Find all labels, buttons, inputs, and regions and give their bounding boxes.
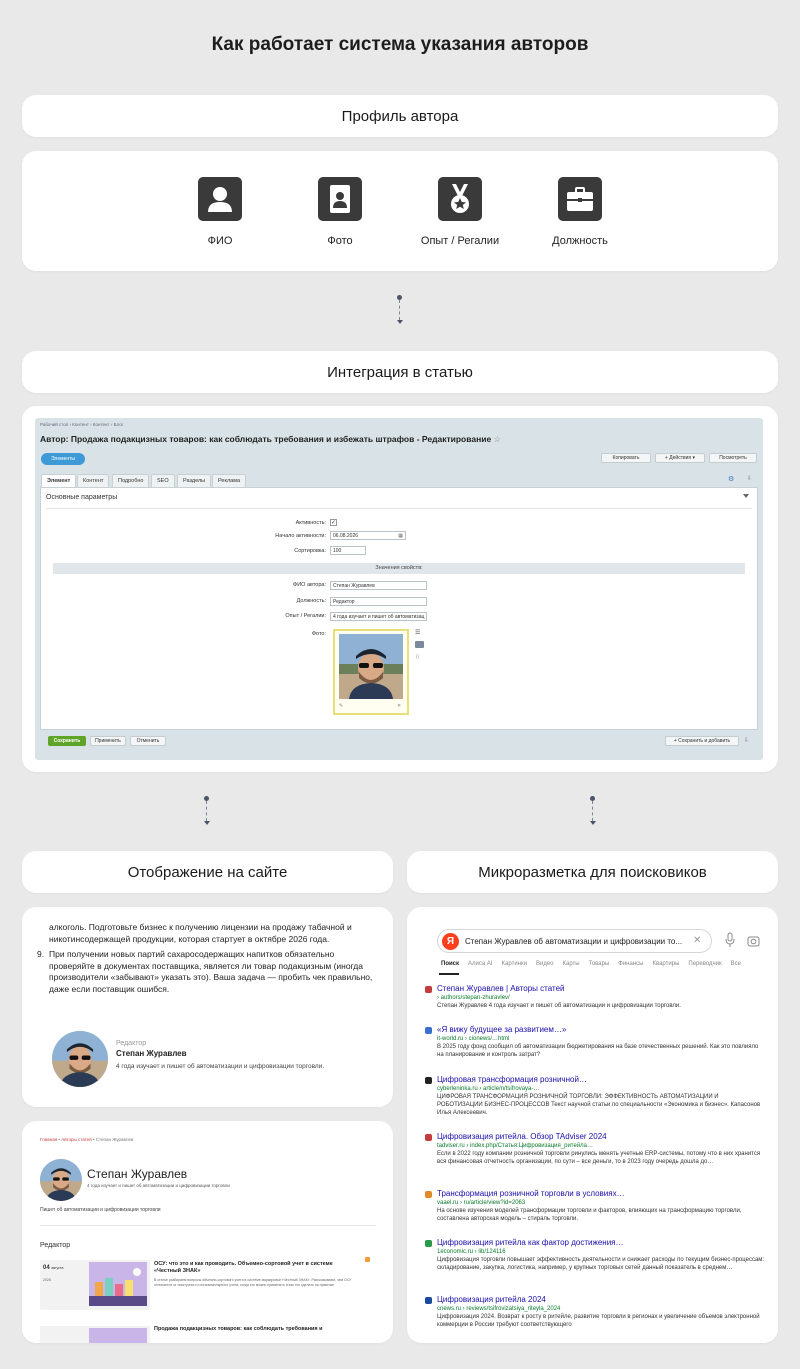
position-label: Должность:: [296, 598, 326, 604]
role-heading: Редактор: [40, 1242, 71, 1249]
cancel-button[interactable]: Отменить: [130, 736, 166, 746]
site-favicon-icon: [425, 1297, 432, 1304]
result-url[interactable]: it-world.ru › cionews/…html: [437, 1036, 510, 1042]
tab-details[interactable]: Подробно: [112, 474, 149, 487]
search-result: [437, 1295, 765, 1329]
article-year: 2026: [43, 1278, 51, 1282]
photo-icon: [318, 177, 362, 221]
avatar: [40, 1159, 82, 1201]
connector-line: [399, 300, 400, 320]
actions-button[interactable]: + Действия ▾: [655, 453, 705, 463]
tab-maps[interactable]: Карты: [562, 961, 580, 967]
site-article-card: [22, 907, 393, 1107]
admin-breadcrumb: Рабочий стол › Контент › Контент › Блог: [40, 422, 124, 427]
breadcrumb-item[interactable]: Рабочий стол: [40, 422, 69, 427]
breadcrumb-item: Степан Журавлев: [95, 1137, 134, 1142]
search-query: Степан Журавлев об автоматизации и цифровизации то...: [465, 937, 683, 946]
result-url[interactable]: vaael.ru › ru/article/view?id=2063: [437, 1200, 526, 1206]
site-favicon-icon: [425, 1191, 432, 1198]
medal-icon: [438, 177, 482, 221]
article-date: 04 августа: [43, 1265, 64, 1271]
experience-input[interactable]: 4 года изучает и пишет об автоматизац: [330, 612, 427, 621]
start-date-input[interactable]: [330, 531, 406, 540]
site-header: [22, 851, 393, 893]
yandex-logo-icon: Я: [442, 933, 459, 950]
breadcrumb-item[interactable]: Контент: [72, 422, 89, 427]
list-number: 9.: [37, 949, 45, 959]
breadcrumb-item[interactable]: Контент: [92, 422, 110, 427]
clear-icon[interactable]: ✕: [693, 935, 702, 946]
photo-label: Фото:: [311, 631, 326, 637]
result-snippet: Степан Журавлев 4 года изучает и пишет об автоматизации и цифровизации торговли.: [437, 1003, 681, 1009]
tab-search[interactable]: Поиск: [441, 961, 460, 967]
site-favicon-icon: [425, 986, 432, 993]
save-button[interactable]: Сохранить: [48, 736, 86, 746]
result-snippet: Цифровизация 2024. Возврат к росту в ритейле, развитие торговли в регионах и увеличение объемов электронной коммерции в России требуют соответствующего: [437, 1314, 760, 1328]
search-result: [437, 1025, 765, 1059]
collapse-icon[interactable]: [743, 494, 749, 498]
apply-button[interactable]: Применить: [90, 736, 126, 746]
tab-translate[interactable]: Переводчик: [688, 961, 722, 967]
divider: [46, 508, 752, 509]
result-snippet: На основе изучения моделей трансформации торговли и факторов, влияющих на трансформацию торговли, составлена авторская модель – стираль торговли.: [437, 1208, 742, 1222]
view-button[interactable]: Посмотреть: [709, 453, 757, 463]
author-role: Редактор: [116, 1040, 147, 1047]
file-icon[interactable]: ▯: [416, 654, 419, 660]
result-title[interactable]: Цифровизация ритейла как фактор достижения…: [437, 1238, 624, 1247]
photo-upload[interactable]: [333, 629, 409, 715]
tab-seo[interactable]: SEO: [151, 474, 175, 487]
start-date-value: 06.08.2026: [333, 533, 359, 539]
tab-ads[interactable]: Реклама: [212, 474, 246, 487]
rss-icon[interactable]: [365, 1257, 370, 1262]
serp-header-label: Микроразметка для поисковиков: [478, 863, 707, 881]
admin-heading: [40, 434, 501, 445]
tab-flats[interactable]: Квартиры: [652, 961, 680, 967]
profile-header: [22, 95, 778, 137]
save-add-button[interactable]: + Сохранить и добавить: [665, 736, 739, 746]
active-label: Активность:: [295, 520, 326, 526]
image-icon[interactable]: [415, 641, 424, 648]
site-header-label: Отображение на сайте: [127, 863, 288, 881]
edit-icon[interactable]: ✎: [339, 703, 344, 709]
copy-button[interactable]: [601, 453, 651, 463]
profile-header-label: Профиль автора: [341, 107, 459, 125]
article-excerpt: В статье разбираем вопросы объемно-сортового учета в системе маркировки «Честный ЗНАК». Рассказываем, чем ОСУ отличается от поштучного и поэкземплярного учета, когда его можно применять и как это сделать на практике: [154, 1278, 352, 1287]
sort-input[interactable]: 100: [330, 546, 366, 555]
result-title[interactable]: Цифровизация ритейла 2024: [437, 1295, 546, 1304]
gear-icon[interactable]: ⚙: [728, 476, 735, 483]
search-result: [437, 1075, 765, 1117]
article-thumbnail: [89, 1328, 147, 1343]
fio-label: ФИО автора:: [293, 582, 326, 588]
star-icon[interactable]: ☆: [493, 434, 502, 444]
result-url[interactable]: cnews.ru › reviews/tsifrovizatsiya_riteyla_2024: [437, 1306, 561, 1312]
profile-item-fio: ФИО: [207, 235, 233, 247]
article-thumbnail: [89, 1262, 147, 1306]
search-input[interactable]: [437, 929, 712, 953]
sort-label: Сортировка:: [294, 548, 326, 554]
article-card[interactable]: [40, 1326, 150, 1343]
tab-images[interactable]: Картинки: [501, 961, 527, 967]
tab-goods[interactable]: Товары: [588, 961, 610, 967]
admin-panel: [35, 418, 763, 760]
profile-name: Степан Журавлев: [87, 1167, 188, 1181]
profile-item-experience: Опыт / Регалии: [420, 235, 500, 247]
search-result: [437, 1132, 765, 1166]
tab-content[interactable]: Контент: [77, 474, 109, 487]
avatar: [52, 1031, 108, 1087]
result-title[interactable]: «Я вижу будущее за развитием…»: [437, 1025, 567, 1034]
close-icon[interactable]: ✕: [397, 703, 402, 709]
breadcrumb-item[interactable]: Авторы статей: [61, 1137, 92, 1142]
briefcase-icon: [558, 177, 602, 221]
search-tabs: [441, 961, 771, 967]
start-label: Начало активности:: [275, 533, 326, 539]
author-photo: [339, 634, 403, 699]
integration-header: [22, 351, 778, 393]
breadcrumb-item[interactable]: Главная: [40, 1137, 58, 1142]
result-title[interactable]: Цифровизация ритейла. Обзор TAdviser 2024: [437, 1132, 607, 1141]
serp-header: [407, 851, 778, 893]
profile-subtitle: 4 года изучает и пишет об автоматизации и цифровизации торговли: [87, 1183, 230, 1188]
save-add-label: Сохранить и добавить: [678, 738, 731, 744]
profile-item-photo: Фото: [327, 235, 353, 247]
site-favicon-icon: [425, 1240, 432, 1247]
copy-button-label: Копировать: [612, 455, 640, 461]
result-title[interactable]: Трансформация розничной торговли в условиях…: [437, 1189, 625, 1198]
connector-arrow-icon: [204, 821, 210, 825]
profile-items-card: [22, 151, 778, 271]
mic-icon[interactable]: [725, 932, 735, 948]
menu-icon[interactable]: ☰: [415, 630, 421, 636]
actions-button-label: Действия: [669, 455, 692, 461]
result-url[interactable]: 1economic.ru › lib/124116: [437, 1249, 506, 1255]
elements-button[interactable]: Элементы: [41, 453, 85, 465]
article-card[interactable]: [40, 1260, 150, 1310]
search-result: [437, 1189, 765, 1223]
article-paragraph: При получении новых партий сахаросодержащих напитков обязательно проверяйте в документах поставщика, является ли товар подакцизным (иногда производители «забывают» указать это). Ваша задача — пробить чек правильно, даже если поставщик ошибся.: [49, 949, 373, 994]
breadcrumb-item[interactable]: Блог: [113, 422, 124, 427]
admin-heading-text: Автор: Продажа подакцизных товаров: как соблюдать требования и избежать штрафов - Редактирование: [40, 434, 492, 444]
result-title[interactable]: Степан Журавлев | Авторы статей: [437, 984, 565, 993]
search-result: [437, 1238, 765, 1272]
divider: [40, 1225, 376, 1226]
serp-card: [407, 907, 778, 1343]
active-checkbox[interactable]: ✓: [331, 520, 337, 526]
position-input[interactable]: Редактор: [330, 597, 427, 606]
breadcrumb: Главная • Авторы статей • Степан Журавлев: [40, 1137, 134, 1142]
user-icon: [198, 177, 242, 221]
result-snippet: Если в 2022 году компании розничной торговли ринулись менять учетные ERP-системы, потому что в них хранится вся финансовая отчетность организации, по сути – все деньги, то в 2023 году очередь дошла до…: [437, 1151, 761, 1165]
experience-label: Опыт / Регалии:: [285, 613, 326, 619]
search-result: [437, 984, 765, 1010]
calendar-icon[interactable]: ▦: [398, 533, 403, 539]
site-favicon-icon: [425, 1134, 432, 1141]
section-title: Основные параметры: [46, 494, 118, 501]
fio-input[interactable]: Степан Журавлев: [330, 581, 427, 590]
tab-finance[interactable]: Финансы: [618, 961, 644, 967]
props-header: Значения свойств:: [53, 563, 745, 574]
tab-video[interactable]: Видео: [535, 961, 554, 967]
result-snippet: Цифровизация торговли повышает эффективность деятельности и снижает расходы по текущим бизнес-процессам: складирование, закупка, логистика, например, у крупных торговых сетей данный показатель в среднем…: [437, 1257, 765, 1271]
tab-alice[interactable]: Алиса AI: [468, 961, 493, 967]
pin-icon[interactable]: ⇩: [744, 738, 750, 744]
camera-icon[interactable]: [747, 934, 760, 946]
result-url[interactable]: tadviser.ru › index.php/Статья:Цифровизация_ритейла…: [437, 1143, 594, 1149]
pin-icon[interactable]: ⇩: [747, 476, 753, 482]
admin-form: [40, 487, 758, 730]
connector-line: [592, 801, 593, 821]
connector-arrow-icon: [397, 320, 403, 324]
author-name[interactable]: Степан Журавлев: [116, 1049, 187, 1058]
result-snippet: В 2025 году фонд сообщил об автоматизации бюджетирования на базе отечественных решений. Как это повлияло на планирование и контроль затрат?: [437, 1044, 759, 1058]
result-url[interactable]: cyberleninka.ru › article/n/tsifrovaya-…: [437, 1086, 540, 1092]
tab-sections[interactable]: Разделы: [177, 474, 211, 487]
author-description: 4 года изучает и пишет об автоматизации и цифровизации торговли.: [116, 1063, 325, 1070]
profile-item-position: Должность: [552, 235, 608, 247]
page-title: Как работает система указания авторов: [211, 34, 589, 55]
tab-element[interactable]: Элемент: [41, 474, 76, 487]
connector-arrow-icon: [590, 821, 596, 825]
result-title[interactable]: Цифровая трансформация розничной…: [437, 1075, 587, 1084]
site-favicon-icon: [425, 1077, 432, 1084]
tab-all[interactable]: Все: [730, 961, 741, 967]
connector-line: [206, 801, 207, 821]
integration-header-label: Интеграция в статью: [327, 363, 473, 381]
result-snippet: ЦИФРОВАЯ ТРАНСФОРМАЦИЯ РОЗНИЧНОЙ ТОРГОВЛИ: ЭФФЕКТИВНОСТЬ АВТОМАТИЗАЦИИ И РОБОТИЗАЦИИ БИЗНЕС-ПРОЦЕССОВ Текст научной статьи по специальности «Экономика и бизнес». Капасонов Илья Алексеевич.: [437, 1094, 761, 1116]
article-paragraph: алкоголь. Подготовьте бизнес к получению лицензии на продажу табачной и никотинсодержащей продукции, которая стартует в октябре 2026 года.: [49, 922, 352, 944]
article-title[interactable]: ОСУ: что это и как проводить. Объемно-сортовой учет в системе «Честный ЗНАК»: [154, 1261, 333, 1274]
article-title[interactable]: Продажа подакцизных товаров: как соблюдать требования и: [154, 1326, 323, 1332]
result-url[interactable]: › authors/stepan-zhuravlev/: [437, 995, 510, 1001]
profile-description: Пишет об автоматизации и цифровизации торговли: [40, 1207, 161, 1213]
site-author-page-card: [22, 1121, 393, 1343]
site-favicon-icon: [425, 1027, 432, 1034]
active-tab-underline: [439, 973, 459, 975]
